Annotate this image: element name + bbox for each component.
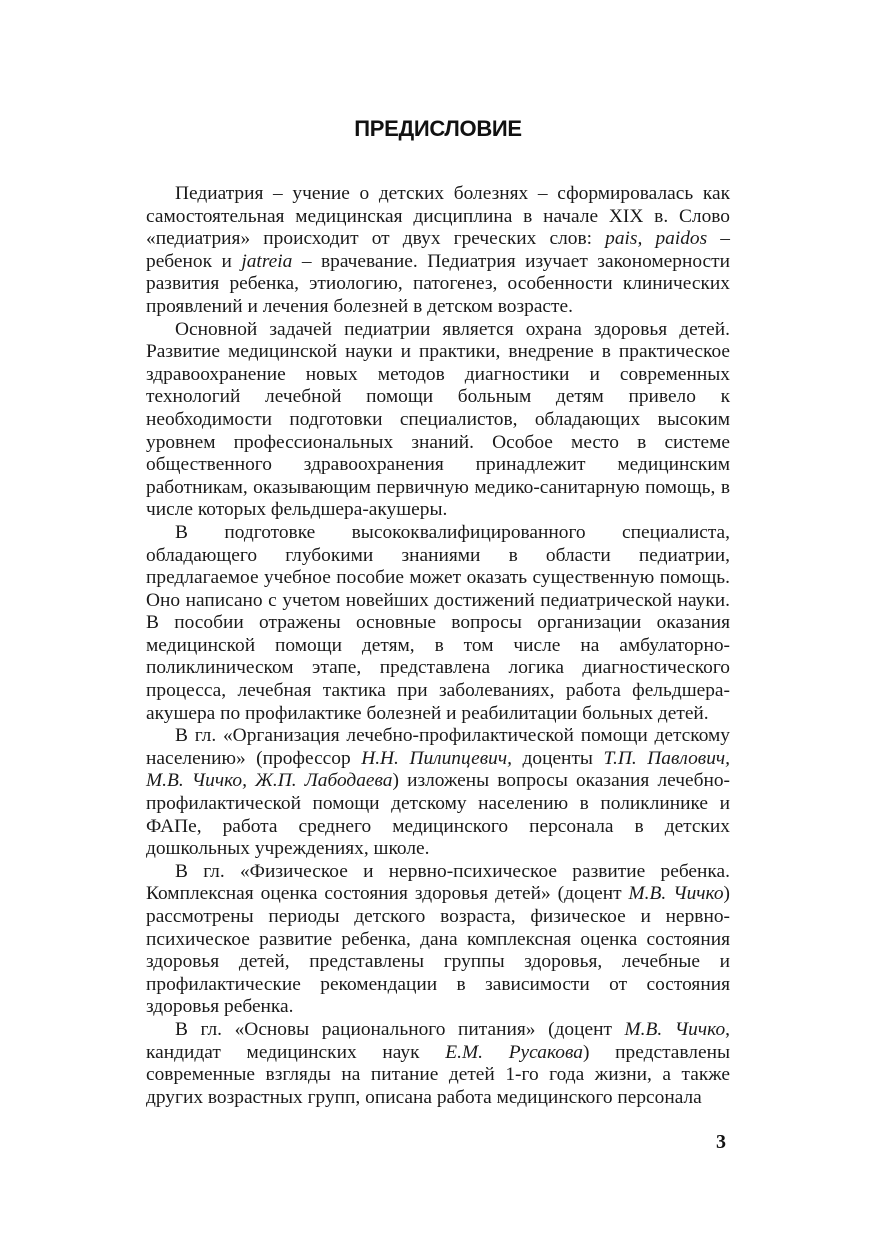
text-segment: доценты	[511, 747, 604, 769]
paragraph	[146, 861, 730, 1019]
text-segment: Основной задачей педиатрии является охрана здоровья детей. Развитие медицинской науки и практики, внедрение в практическое здравоохранение новых методов диагностики и современных технологий лечебной помощи больным детям привело к необходимости подготовки специалистов, обладающих высоким уровнем профессиональных знаний. Особое место в системе общественного здравоохранения принадлежит медицинским работникам, оказывающим первичную медико-санитарную помощь, в числе которых фельдшера-акушеры.	[146, 318, 730, 521]
text-segment: В гл. «Основы рационального питания» (доцент	[175, 1018, 625, 1040]
italic-text: Н.Н. Пилипцевич,	[361, 747, 512, 769]
text-segment: ) рассмотрены периоды детского возраста, физическое и нервно-психическое развитие ребенка, дана комплексная оценка состояния здоровья детей, представлены группы здоровья, лечебные и профилактические рекомендации в зависимости от состояния здоровья ребенка.	[146, 883, 731, 1018]
text-segment: ) представлены современные взгляды на питание детей 1-го года жизни, а также других возрастных групп, описана работа медицинского персонала	[146, 1041, 730, 1108]
italic-text: Е.М. Русакова	[445, 1041, 583, 1063]
text-segment: В гл. «Организация лечебно-профилактической помощи детскому населению» (профессор	[146, 725, 730, 769]
paragraph	[146, 319, 730, 522]
text-segment: В гл. «Физическое и нервно-психическое развитие ребенка. Комплексная оценка состояния здоровья детей» (доцент	[146, 860, 730, 905]
text-segment: – ребенок и	[146, 228, 730, 272]
text-segment: Педиатрия – учение о детских болезнях – сформировалась как самостоятельная медицинская дисциплина в начале XIX в. Слово «педиатрия» происходит от двух греческих слов:	[146, 183, 730, 250]
preface-body	[146, 183, 730, 1109]
page-title: ПРЕДИСЛОВИЕ	[354, 116, 522, 141]
text-segment: В подготовке высококвалифицированного специалиста, обладающего глубокими знаниями в области педиатрии, предлагаемое учебное пособие может оказать существенную помощь. Оно написано с учетом новейших достижений педиатрической науки. В пособии отражены основные вопросы организации оказания медицинской помощи детям, в том числе на амбулаторно-поликлиническом этапе, представлена логика диагностического процесса, лечебная тактика при заболеваниях, работа фельдшера-акушера по профилактике болезней и реабилитации больных детей.	[146, 521, 730, 724]
italic-text: М.В. Чичко	[624, 1018, 726, 1040]
italic-text: pais, paidos	[605, 228, 708, 250]
paragraph	[146, 183, 730, 319]
italic-text: Т.П. Павлович, М.В. Чичко, Ж.П. Лабодаева	[146, 747, 730, 792]
paragraph	[146, 1019, 730, 1109]
text-segment: ) изложены вопросы оказания лечебно-профилактической помощи детскому населению в поликлинике и ФАПе, работа среднего медицинского персонала в детских дошкольных учреждениях, школе.	[146, 770, 731, 860]
italic-text: М.В. Чичко	[628, 883, 724, 905]
page-number: 3	[716, 1131, 726, 1153]
text-segment: , кандидат медицинских наук	[146, 1018, 730, 1063]
paragraph	[146, 522, 730, 725]
paragraph	[146, 725, 730, 861]
text-segment: – врачевание. Педиатрия изучает закономерности развития ребенка, этиологию, патогенез, особенности клинических проявлений и лечения болезней в детском возрасте.	[146, 250, 730, 317]
italic-text: jatreia	[241, 250, 293, 272]
